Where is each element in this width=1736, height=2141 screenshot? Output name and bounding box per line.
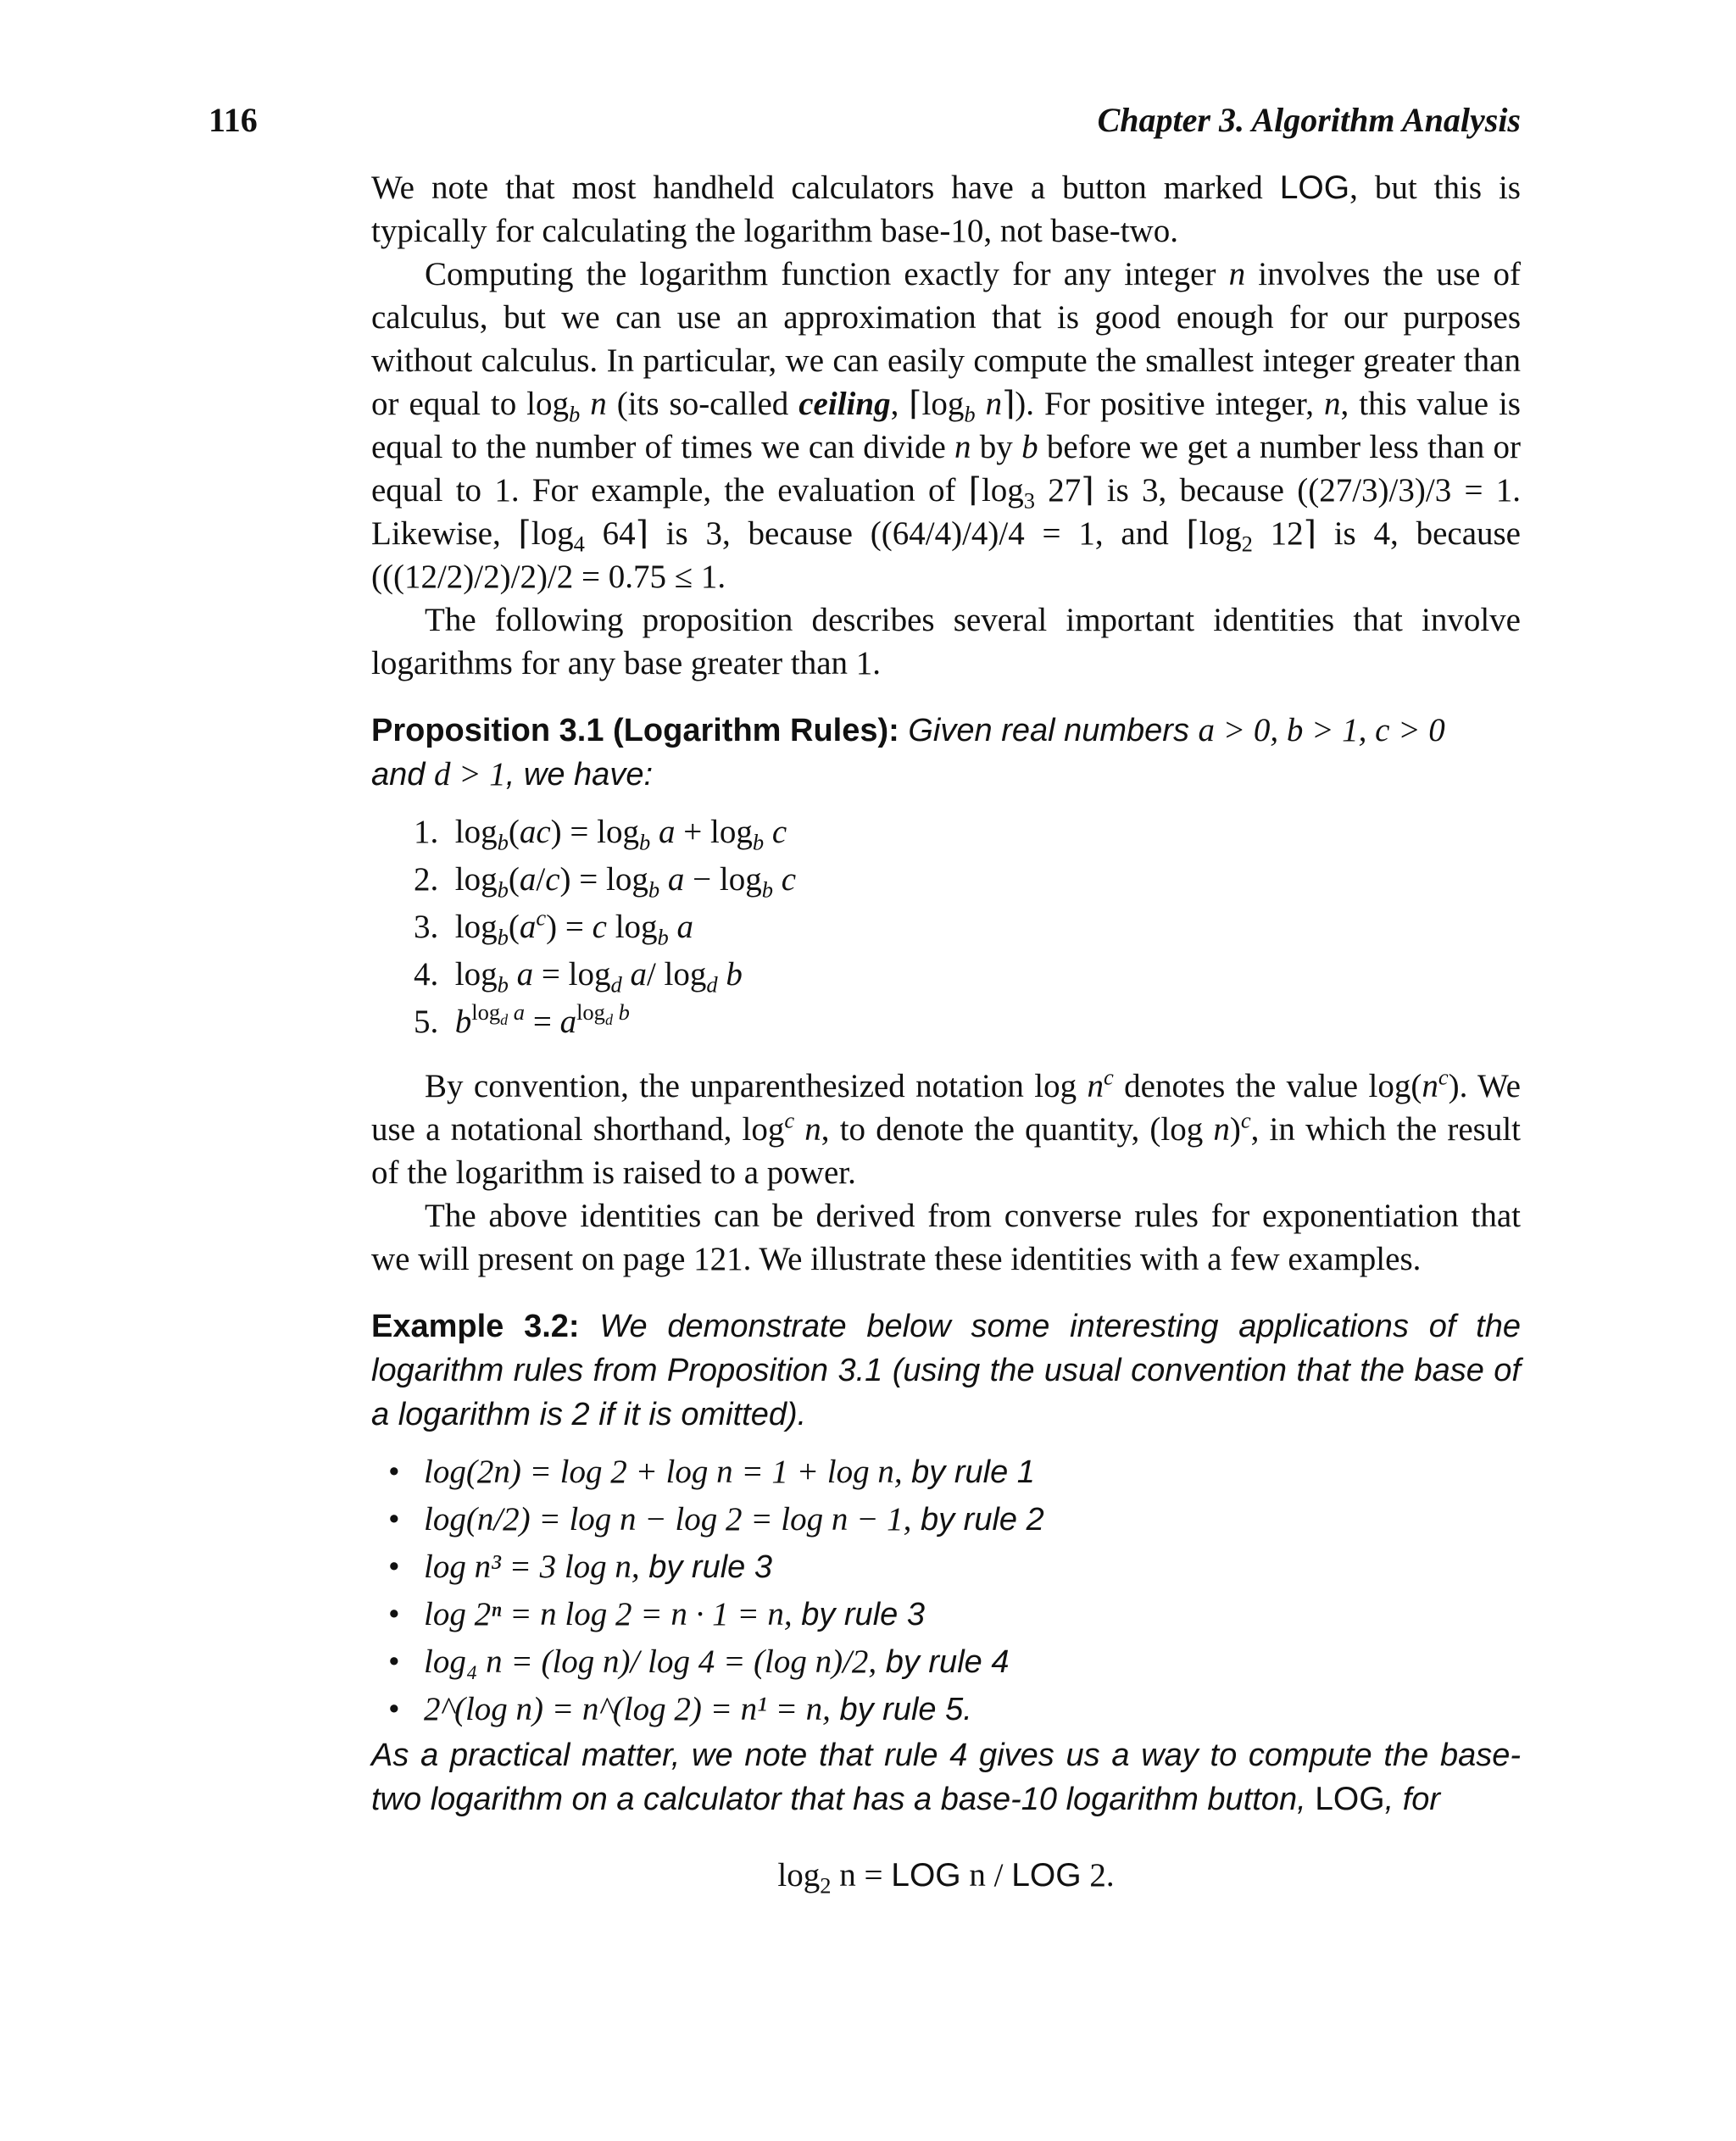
- page-number: 116: [209, 101, 258, 139]
- log-button-text: LOG: [1279, 170, 1350, 206]
- paragraph-ceiling: Computing the logarithm function exactly for any integer n involves the use of calculus, but we can use an approximation that is good enough for our purposes without calculus. In particular, we can easily compute the smallest integer greater than or equal to $\log_b n$ (its so-called ceiling, $⌈\log_b$ n⌉). For positive integer, n, this value is equal to the number of times we can divide n by b before we get a number less than or equal to 1. For example, the evaluation of $⌈\log_3$ 27⌉ is 3, because ((27/3)/3)/3 = 1. Likewise, $⌈\log_4$ 64⌉ is 3, because ((64/4)/4)/4 = 1, and $⌈\log_2$ 12⌉ is 4, because (((12/2)/2)/2)/2 = 0.75 ≤ 1.: [371, 256, 1522, 595]
- page-body: [371, 166, 1521, 1897]
- example-item: • log(2n) = log 2 + log n = 1 + log n, by rule 1: [388, 1454, 1035, 1490]
- proposition-3-1: Proposition 3.1 (Logarithm Rules): Given real numbers a > 0, b > 1, c > 0 and d > 1, we have:: [371, 712, 1445, 792]
- rule-4: 4. $\log_b a = \log_d a/$ $\log_d b$: [414, 956, 743, 998]
- example-item: • log₄ n = (log n)/ log 4 = (log n)/2, by rule 4: [388, 1643, 1010, 1680]
- chapter-title: Chapter 3. Algorithm Analysis: [1097, 101, 1521, 139]
- paragraph-calculator-note: We note that most handheld calculators have a button marked LOG, but this is typically for calculating the logarithm base-10, not base-two.: [371, 170, 1521, 249]
- logarithm-rules-list: [371, 809, 1521, 1046]
- proposition-label: Proposition 3.1 (Logarithm Rules):: [371, 713, 899, 748]
- example-item: • log(n/2) = log n − log 2 = log n − 1, by rule 2: [388, 1501, 1044, 1538]
- examples-list: [371, 1449, 1521, 1733]
- paragraph-convention: By convention, the unparenthesized notation $\log n^c$ denotes the value $\log(n^c)$. We use a notational shorthand, $\log^c n$, to denote the quantity, (log n)$^c$, in which the result of the logarithm is raised to a power.: [371, 1064, 1522, 1191]
- example-item: • log n³ = 3 log n, by rule 3: [388, 1549, 772, 1585]
- example-label: Example 3.2:: [371, 1309, 580, 1344]
- running-header: [209, 100, 1521, 142]
- paragraph-identities: The above identities can be derived from converse rules for exponentiation that we will present on page 121. We illustrate these identities with a few examples.: [371, 1198, 1521, 1277]
- rule-3: 3. $\log_b(a^c) = c$ $\log_b a$: [414, 904, 694, 950]
- rule-1: 1. $\log_b(ac) = \log_b a + \log_b c$: [414, 814, 787, 855]
- example-item: • log 2ⁿ = n log 2 = n · 1 = n, by rule 3: [388, 1596, 925, 1632]
- ceiling-term: ceiling: [798, 386, 891, 422]
- example-item: • 2^(log n) = n^(log 2) = n¹ = n, by rule 5.: [388, 1691, 972, 1727]
- rule-2: 2. $\log_b(a/c) = \log_b a - \log_b c$: [414, 861, 797, 903]
- rule-5: 5. $b^{log_d a} = a^{log_d b}$: [414, 999, 630, 1040]
- display-formula: $\log_2 n$ = LOG n / LOG 2.: [777, 1857, 1115, 1899]
- paragraph-proposition-intro: The following proposition describes several important identities that involve logarithms for any base greater than 1.: [371, 602, 1521, 681]
- paragraph-practical: As a practical matter, we note that rule 4 gives us a way to compute the base-two logarithm on a calculator that has a base-10 logarithm button, LOG, for: [371, 1738, 1521, 1817]
- example-3-2: Example 3.2: We demonstrate below some interesting applications of the logarithm rules from Proposition 3.1 (using the usual convention that the base of a logarithm is 2 if it is omitted).: [371, 1309, 1521, 1432]
